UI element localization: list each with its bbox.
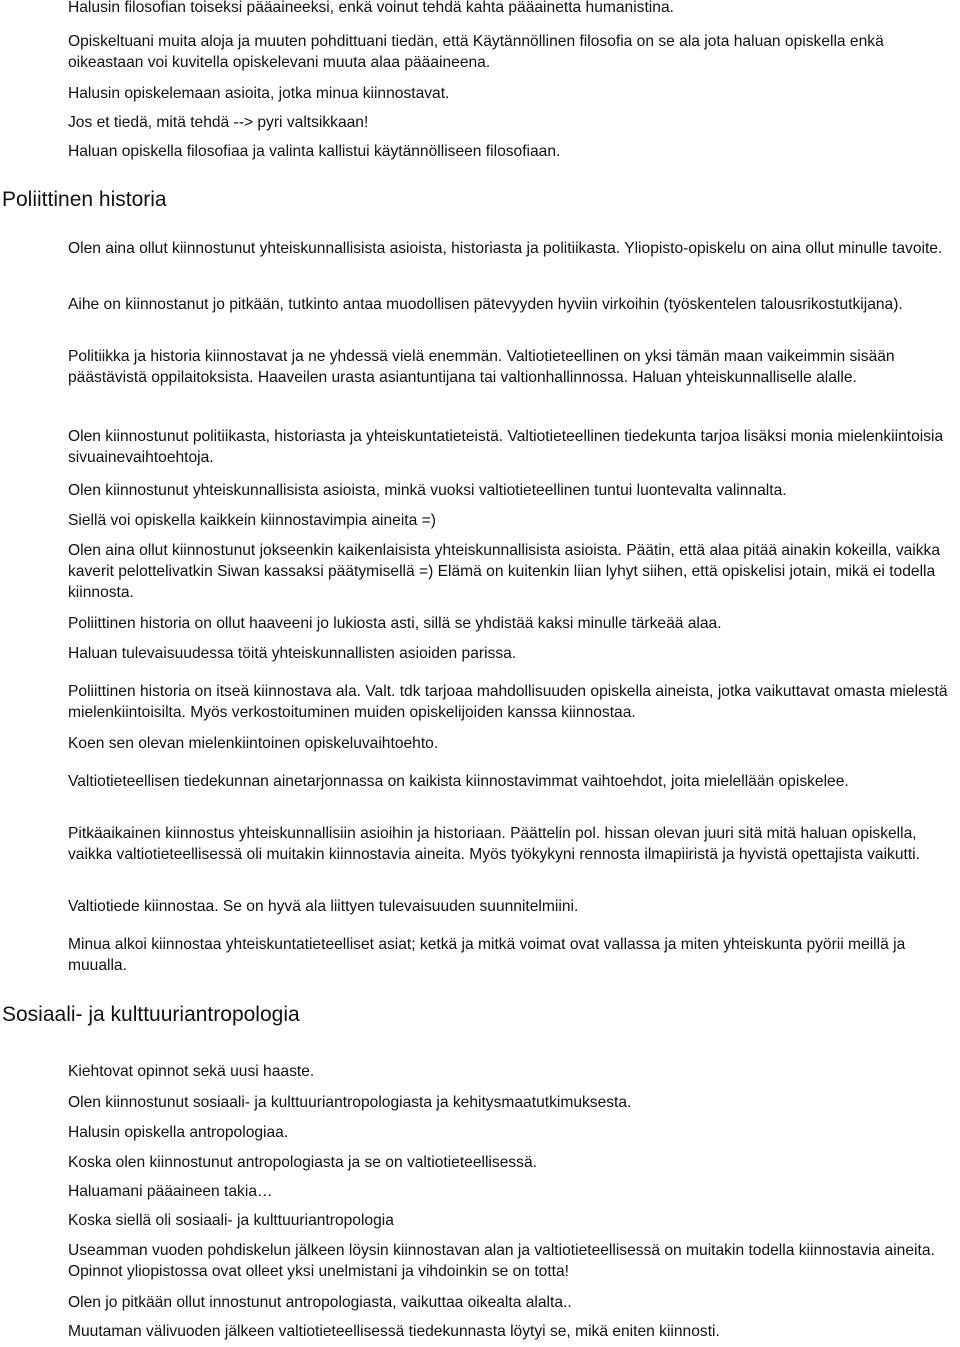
paragraph: Poliittinen historia on itseä kiinnostava ala. Valt. tdk tarjoaa mahdollisuuden opiskella aineista, jotka vaikuttavat omasta mielestä mielenkiintoisilta. Myös verkostoituminen muiden opiskelijoiden kanssa kiinnostaa. [68,683,948,721]
paragraph: Politiikka ja historia kiinnostavat ja ne yhdessä vielä enemmän. Valtiotieteellinen on yksi tämän maan vaikeimmin sisään päästävistä oppilaitoksista. Haaveilen urasta asiantuntijana tai valtionhallinnossa. Haluan yhteiskunnalliselle alalle. [68,348,895,386]
paragraph: Haluamani pääaineen takia… [68,1183,273,1200]
paragraph: Poliittinen historia on ollut haaveeni jo lukiosta asti, sillä se yhdistää kaksi minulle tärkeää alaa. [68,615,722,632]
paragraph: Siellä voi opiskella kaikkein kiinnostavimpia aineita =) [68,512,436,529]
paragraph: Haluan tulevaisuudessa töitä yhteiskunnallisten asioiden parissa. [68,645,517,662]
paragraph: Kiehtovat opinnot sekä uusi haaste. [68,1063,315,1080]
paragraph: Olen kiinnostunut yhteiskunnallisista asioista, minkä vuoksi valtiotieteellinen tuntui luontevalta valinnalta. [68,482,787,499]
paragraph: Halusin filosofian toiseksi pääaineeksi, enkä voinut tehdä kahta pääainetta humanistina. [68,0,674,16]
paragraph: Olen jo pitkään ollut innostunut antropologiasta, vaikuttaa oikealta alalta.. [68,1294,572,1311]
paragraph: Olen kiinnostunut politiikasta, historiasta ja yhteiskuntatieteistä. Valtiotieteellinen tiedekunta tarjoa lisäksi monia mielenkiintoisia sivuainevaihtoehtoja. [68,428,944,466]
paragraph: Olen kiinnostunut sosiaali- ja kulttuuriantropologiasta ja kehitysmaatutkimuksesta. [68,1094,632,1111]
paragraph: Jos et tiedä, mitä tehdä --> pyri valtsikkaan! [68,114,369,131]
paragraph: Halusin opiskella antropologiaa. [68,1124,289,1141]
paragraph: Minua alkoi kiinnostaa yhteiskuntatieteelliset asiat; ketkä ja mitkä voimat ovat vallassa ja miten yhteiskunta pyörii meillä ja muualla. [68,936,906,974]
paragraph: Koen sen olevan mielenkiintoinen opiskeluvaihtoehto. [68,735,439,752]
paragraph: Aihe on kiinnostanut jo pitkään, tutkinto antaa muodollisen pätevyyden hyviin virkoihin (työskentelen talousrikostutkijana). [68,296,903,313]
paragraph: Olen aina ollut kiinnostunut jokseenkin kaikenlaisista yhteiskunnallisista asioista. Päätin, että alaa pitää ainakin kokeilla, vaikka kaverit pelottelivatkin Siwan kassaksi päätymisellä =) Elämä on kuitenkin liian lyhyt siihen, että opiskelisi jotain, mikä ei todella kiinnosta. [68,542,941,601]
paragraph: Valtiotiede kiinnostaa. Se on hyvä ala liittyen tulevaisuuden suunnitelmiini. [68,898,579,915]
paragraph: Koska siellä oli sosiaali- ja kulttuuriantropologia [68,1212,394,1229]
paragraph: Muutaman välivuoden jälkeen valtiotieteellisessä tiedekunnasta löytyi se, mikä eniten kiinnosti. [68,1323,720,1340]
paragraph: Opiskeltuani muita aloja ja muuten pohdittuani tiedän, että Käytännöllinen filosofia on se ala jota haluan opiskella enkä oikeastaan voi kuvitella opiskelevani muuta alaa pääaineena. [68,33,884,71]
section-heading: Sosiaali- ja kulttuuriantropologia [2,1003,300,1026]
paragraph: Halusin opiskelemaan asioita, jotka minua kiinnostavat. [68,85,450,102]
paragraph: Koska olen kiinnostunut antropologiasta ja se on valtiotieteellisessä. [68,1154,537,1171]
paragraph: Useamman vuoden pohdiskelun jälkeen löysin kiinnostavan alan ja valtiotieteellisessä on muitakin todella kiinnostavia aineita. Opinnot yliopistossa ovat olleet yksi unelmistani ja vihdoinkin se on totta! [68,1242,935,1280]
paragraph: Olen aina ollut kiinnostunut yhteiskunnallisista asioista, historiasta ja politiikasta. Yliopisto-opiskelu on aina ollut minulle tavoite. [68,240,943,257]
section-heading: Poliittinen historia [2,188,167,211]
paragraph: Pitkäaikainen kiinnostus yhteiskunnallisiin asioihin ja historiaan. Päättelin pol. hissan olevan juuri sitä mitä haluan opiskella, vaikka valtiotieteellisessä oli muitakin kiinnostavia aineita. Myös työkykyni rennosta ilmapiiristä ja hyvistä opettajista vaikutti. [68,825,920,863]
paragraph: Valtiotieteellisen tiedekunnan ainetarjonnassa on kaikista kiinnostavimmat vaihtoehdot, joita mielellään opiskelee. [68,773,849,790]
paragraph: Haluan opiskella filosofiaa ja valinta kallistui käytännölliseen filosofiaan. [68,143,561,160]
